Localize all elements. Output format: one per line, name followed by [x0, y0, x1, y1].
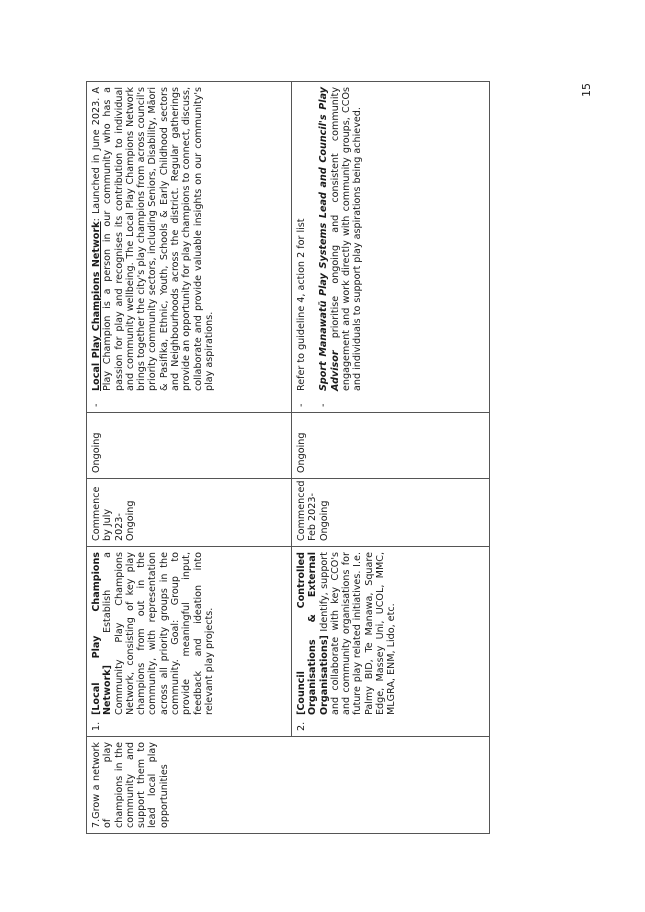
page-number: 15	[580, 83, 593, 97]
bullet-dash: -	[318, 403, 330, 407]
action-cell	[292, 547, 490, 737]
bullet-dash: -	[296, 403, 307, 407]
progress-cell	[292, 82, 490, 413]
progress-cell	[87, 82, 292, 413]
bullet-text: prioritise ongoing and consistent community engagement and work directly with community groups, CCOs and individuals to support play aspirations being achieved.	[329, 87, 364, 391]
status-cell: Ongoing	[87, 413, 292, 479]
table-row	[87, 82, 292, 834]
table-row	[292, 82, 490, 834]
action-number: 2.	[296, 721, 307, 731]
bullet-text: Refer to guideline 4, action 2 for list	[296, 218, 307, 391]
bullet-dash: -	[91, 403, 102, 407]
timeframe-cell: Commenced Feb 2023-Ongoing	[292, 479, 490, 547]
list-item	[318, 87, 363, 407]
bullet-lead: Local Play Champions Network	[91, 221, 102, 391]
list-item	[91, 87, 215, 407]
bullet-text: : Launched in June 2023. A Play Champion is a person in our community who has a passion for play and recognises its contribution to individual and community wellbeing. The Local Play Champions Network brings together the city's play champions from across council's priority community sectors, including Seniors, Disability, Māori & Pasifika, Ethnic, Youth, Schools & Early Childhood sectors and Neighbourhoods across the district. Regular gatherings provide an opportunity for play champions to connect, discuss, collaborate and provide valuable insights on our community's play aspirations.	[91, 87, 215, 391]
action-title: [Council Controlled Organisations & External Organisations]	[296, 552, 330, 715]
action-number: 1.	[91, 721, 102, 731]
rotated-table-wrapper	[86, 82, 480, 834]
goal-cell: 7.Grow a network of play champions in the community and support them to lead local play opportunities	[87, 737, 490, 834]
bullet-lead: Sport Manawatū Play Systems Lead and Council's Play Advisor	[318, 87, 341, 391]
timeframe-cell: Commence by July 2023-Ongoing	[87, 479, 292, 547]
action-body: Identify, support and collaborate with key CCO's and community organisations for future play related initiatives. I.e. Palmy BID, Te Manawa, Square Edge, Massey Uni, UCOL, MMC, MLGRA, ENM, Lido, etc.	[318, 552, 398, 715]
action-body: Establish a Community Play Champions Network, consisting of key play champions from out in the community, with representation across all priority groups in the community. Goal: Group to provide meaningful input, feedback and ideation into relevant play projects.	[102, 552, 215, 715]
action-title: [Local Play Champions Network]	[91, 552, 114, 715]
action-cell	[87, 547, 292, 737]
play-guideline-table	[86, 81, 490, 834]
status-cell: Ongoing	[292, 413, 490, 479]
list-item	[296, 87, 307, 407]
